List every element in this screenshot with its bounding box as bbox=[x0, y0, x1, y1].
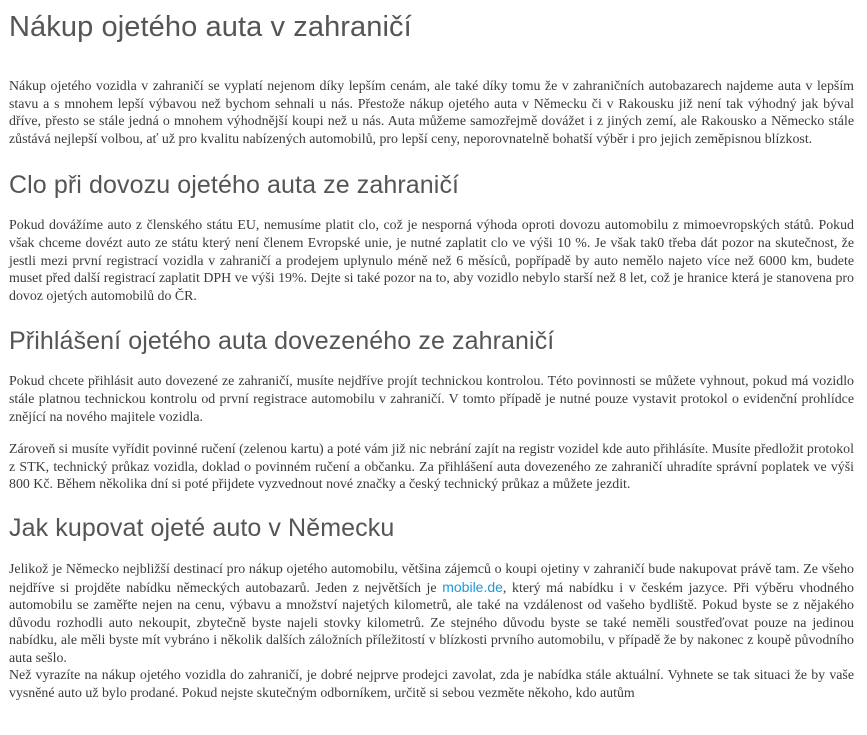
text-after-link: , který má nabídku i v českém jazyce. Při výběru vhodného automobilu se zaměřte nejen na cenu, výbavu a množství najetých kilometrů, ale také na vzdálenost od vašeho bydliště. Pokud byste se z nějakého důvodu rozhodli auto nekoupit, zbytečně byste najeli stovky kilometrů. Ze stejného důvodu byste se také neměli soustřeďovat pouze na jedinou nabídku, ale měli byste mít vybráno i několik dalších záložních příležitostí v blízkosti prvního automobilu, v případě že by nakonec z koupě původního auta sešlo. bbox=[9, 580, 855, 666]
section-prihlaseni-paragraph-2: Zároveň si musíte vyřídit povinné ručení (zelenou kartu) a poté vám již nic nebrání zajít na registr vozidel kde auto přihlásíte. Musíte předložit protokol z STK, technický průkaz vozidla, doklad o povinném ručení a občanku. Za přihlášení auta dovezeného ze zahraničí uhradíte správní poplatek ve výši 800 Kč. Během několika dní si poté přijdete vyzvednout nové značky a český technický průkaz a můžete jezdit. bbox=[9, 442, 854, 493]
section-jak-kupovat-paragraph-2: Než vyrazíte na nákup ojetého vozidla do zahraničí, je dobré nejprve prodejci zavolat, zda je nabídka stále aktuální. Vyhnete se tak situaci že by vaše vysněné auto už bylo prodané. Pokud nejste skutečným odborníkem, určitě si sebou vezměte někoho, kdo autům bbox=[9, 668, 854, 702]
text-before-link: Jelikož je Německo nejbližší destinací pro nákup ojetého automobilu, většina zájemců o koupi ojetiny v zahraničí bude nakupovat právě tam. Ze všeho nejdříve si projděte nabídku německých autobazarů. Jeden z největších je bbox=[9, 561, 854, 596]
section-heading-jak-kupovat: Jak kupovat ojeté auto v Německu bbox=[9, 513, 395, 542]
article bbox=[9, 0, 854, 703]
section-heading-clo: Clo při dovozu ojetého auta ze zahraničí bbox=[9, 171, 460, 200]
section-clo-paragraph: Pokud dovážíme auto z členského státu EU, nemusíme platit clo, což je nesporná výhoda oproti dovozu automobilu z mimoevropských států. Pokud však chceme dovézt auto ze státu který není členem Evropské unie, je nutné zaplatit clo ve výši 10 %. Je však tak0 třeba dát pozor na skutečnost, že jestli mezi první registrací vozidla v zahraničí a prodejem uplynulo méně než 6 měsíců, popřípadě by auto nemělo najeto více než 6000 km, budete muset před další registrací zaplatit DPH ve výši 19%. Dejte si také pozor na to, aby vozidlo nebylo starší než 8 let, což je hranice která je stanovena pro dovoz ojetých automobilů do ČR. bbox=[9, 218, 854, 304]
section-jak-kupovat-paragraph-1 bbox=[9, 561, 854, 668]
page-title: Nákup ojetého auta v zahraničí bbox=[9, 11, 412, 43]
intro-paragraph: Nákup ojetého vozidla v zahraničí se vyplatí nejenom díky lepším cenám, ale také díky tomu že v zahraničních autobazarech najdeme auta v lepším stavu a s mnohem lepší výbavou než bychom sehnali u nás. Přestože nákup ojetého auta v Německu či v Rakousku již není tak výhodný jak býval dříve, přesto se stále jedná o mnohem výhodnější koupi než u nás. Auta můžeme samozřejmě dovážet i z jiných zemí, ale Rakousko a Německo stále zůstává nejlepší volbou, ať už pro kvalitu nabízených automobilů, pro lepší ceny, neporovnatelně bohatší výběr i pro jejich zeměpisnou blízkost. bbox=[9, 79, 854, 147]
section-heading-prihlaseni: Přihlášení ojetého auta dovezeného ze zahraničí bbox=[9, 327, 555, 356]
mobile-de-link[interactable]: mobile.de bbox=[442, 578, 503, 595]
section-prihlaseni-paragraph-1: Pokud chcete přihlásit auto dovezené ze zahraničí, musíte nejdříve projít technickou kontrolou. Této povinnosti se můžete vyhnout, pokud má vozidlo stále platnou technickou kontrolu od první registrace automobilu v zahraničí. V tomto případě je nutné pouze vystavit protokol o evidenční prohlídce znějící na nového majitele vozidla. bbox=[9, 374, 854, 425]
